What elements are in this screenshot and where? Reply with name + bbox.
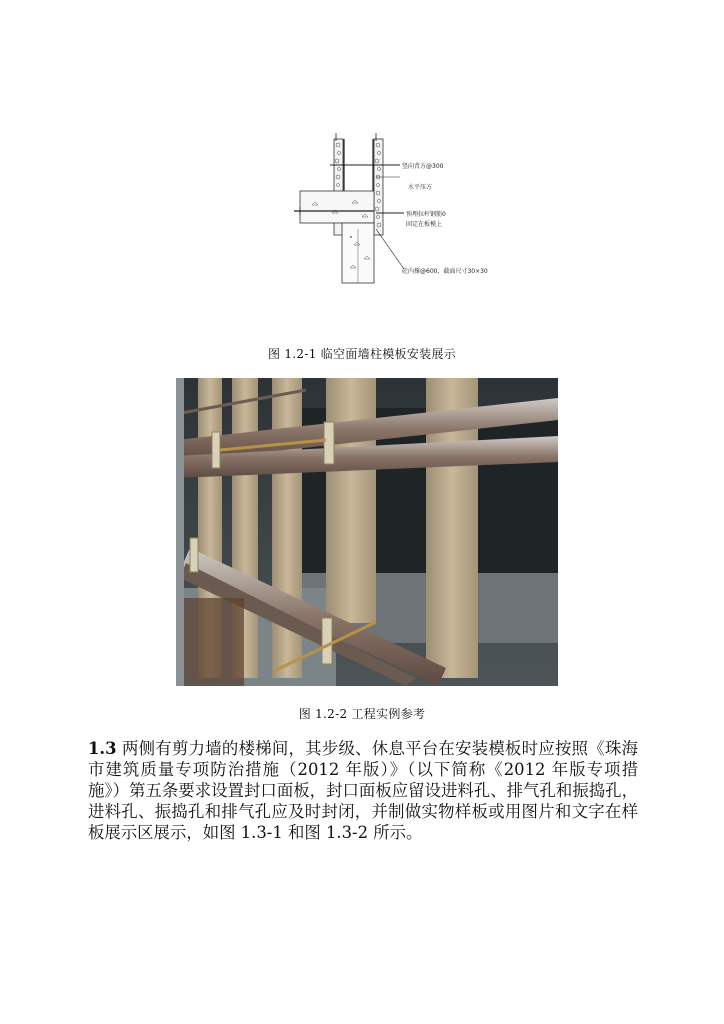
figure-2-caption: 图 1.2-2 工程实例参考 — [298, 707, 426, 721]
formwork-section-drawing — [292, 133, 512, 288]
construction-photo — [176, 378, 558, 686]
label-embedded-rod: 预埋拉杆钢筋0 — [406, 211, 446, 218]
section-1-3-paragraph — [88, 738, 638, 843]
section-number: 1.3 — [88, 739, 117, 758]
label-inner-brace: 砼内撑@600，截面尺寸30×30 — [402, 268, 488, 275]
label-vertical-timber: 竖向背方@300 — [402, 163, 444, 170]
label-embedded-rod-fix: 固定在板模上 — [406, 221, 443, 228]
section-body: 两侧有剪力墙的楼梯间，其步级、休息平台在安装模板时应按照《珠海市建筑质量专项防治措施（2012 年版）》（以下简称《2012 年版专项措施》）第五条要求设置封口面板，封口面板应留设进料孔、排气孔和振捣孔，进料孔、振捣孔和排气孔应及时封闭，并制做实物样板或用图片和文字在样板展示区展示，如图 1.3-1 和图 1.3-2 所示。 — [88, 739, 638, 842]
label-horizontal-timber: 水平压方 — [408, 184, 433, 191]
figure-1-caption: 图 1.2-1 临空面墙柱模板安装展示 — [267, 347, 457, 361]
